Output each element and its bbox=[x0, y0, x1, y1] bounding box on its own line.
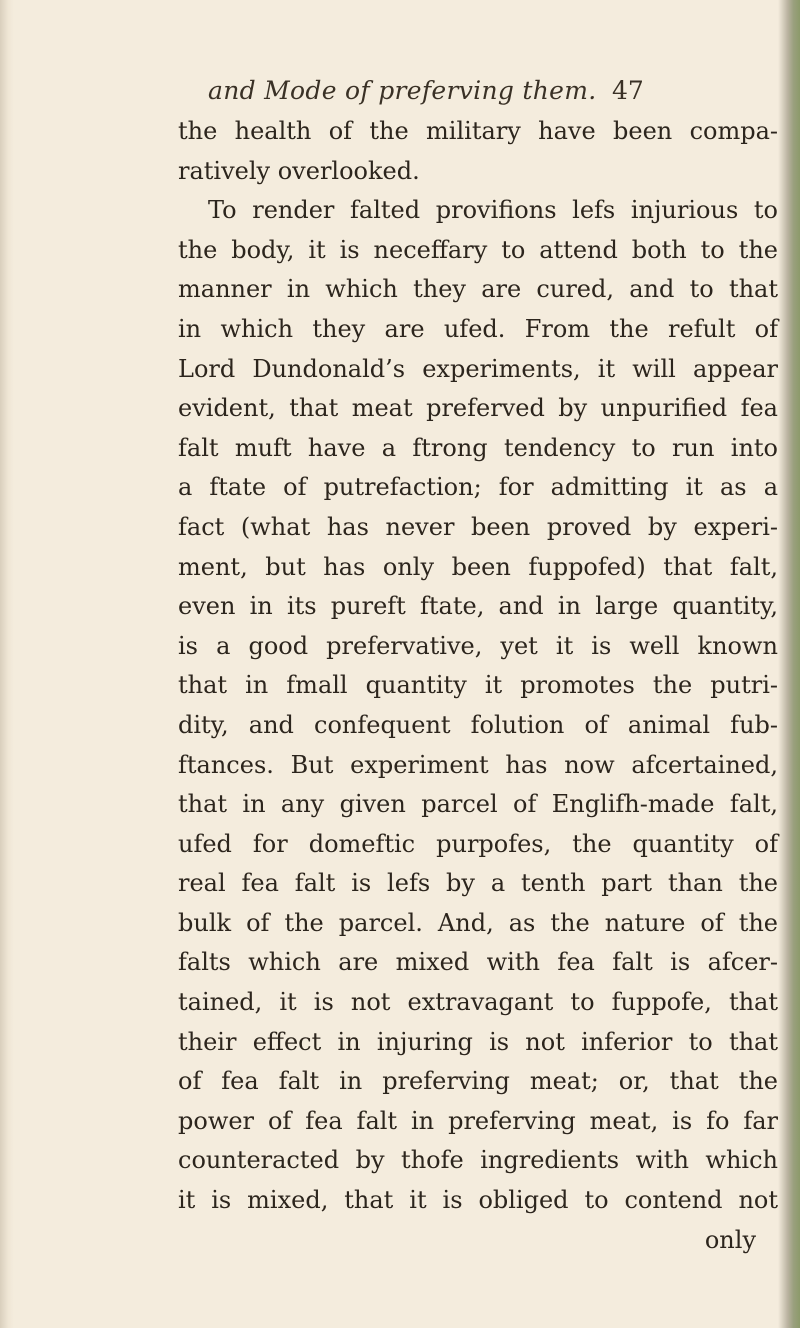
text-line: fact (what has never been proved by experi- bbox=[178, 512, 778, 541]
text-line: evident, that meat preferved by unpurified fea bbox=[178, 394, 778, 423]
text-line: real fea falt is lefs by a tenth part than the bbox=[178, 869, 778, 898]
text-line: ment, but has only been fuppofed) that falt, bbox=[178, 552, 778, 581]
body-text bbox=[178, 112, 778, 1260]
text-line: is a good prefervative, yet it is well known bbox=[178, 631, 778, 660]
text-line: in which they are ufed. From the refult of bbox=[178, 314, 778, 343]
text-line: that in any given parcel of Englifh-made falt, bbox=[178, 790, 778, 819]
page-gutter-shadow bbox=[0, 0, 14, 1328]
text-line: falts which are mixed with fea falt is afcer- bbox=[178, 948, 778, 977]
text-line: it is mixed, that it is obliged to contend not bbox=[178, 1186, 778, 1215]
text-line: ratively overlooked. bbox=[178, 156, 420, 185]
text-line: ftances. But experiment has now afcertained, bbox=[178, 750, 778, 779]
text-line: dity, and confequent folution of animal fub- bbox=[178, 710, 778, 739]
text-line: counteracted by thofe ingredients with which bbox=[178, 1146, 778, 1175]
text-line: bulk of the parcel. And, as the nature of the bbox=[178, 908, 778, 937]
text-line: tained, it is not extravagant to fuppofe, that bbox=[178, 988, 778, 1017]
text-line: the body, it is neceffary to attend both to the bbox=[178, 235, 778, 264]
running-title: and Mode of preferving them. bbox=[208, 76, 597, 105]
text-line: the health of the military have been compa- bbox=[178, 117, 778, 145]
text-line: ufed for domeftic purpofes, the quantity of bbox=[178, 829, 778, 858]
text-line: even in its pureft ftate, and in large quantity, bbox=[178, 592, 778, 621]
text-line: power of fea falt in preferving meat, is fo far bbox=[178, 1106, 778, 1135]
page-number: 47 bbox=[612, 76, 644, 105]
text-line: a ftate of putrefaction; for admitting it as a bbox=[178, 473, 778, 502]
text-line: their effect in injuring is not inferior to that bbox=[178, 1027, 778, 1056]
text-line: manner in which they are cured, and to that bbox=[178, 275, 778, 304]
text-line: Lord Dundonald’s experiments, it will appear bbox=[178, 354, 778, 383]
page-header bbox=[0, 76, 800, 112]
text-line: falt muft have a ftrong tendency to run into bbox=[178, 433, 778, 462]
catchword: only bbox=[704, 1225, 756, 1254]
page-edge-binding bbox=[778, 0, 800, 1328]
text-line: that in fmall quantity it promotes the putri- bbox=[178, 671, 778, 700]
text-line: of fea falt in preferving meat; or, that the bbox=[178, 1067, 778, 1096]
text-line: To render falted provifions lefs injurious to bbox=[208, 196, 778, 225]
